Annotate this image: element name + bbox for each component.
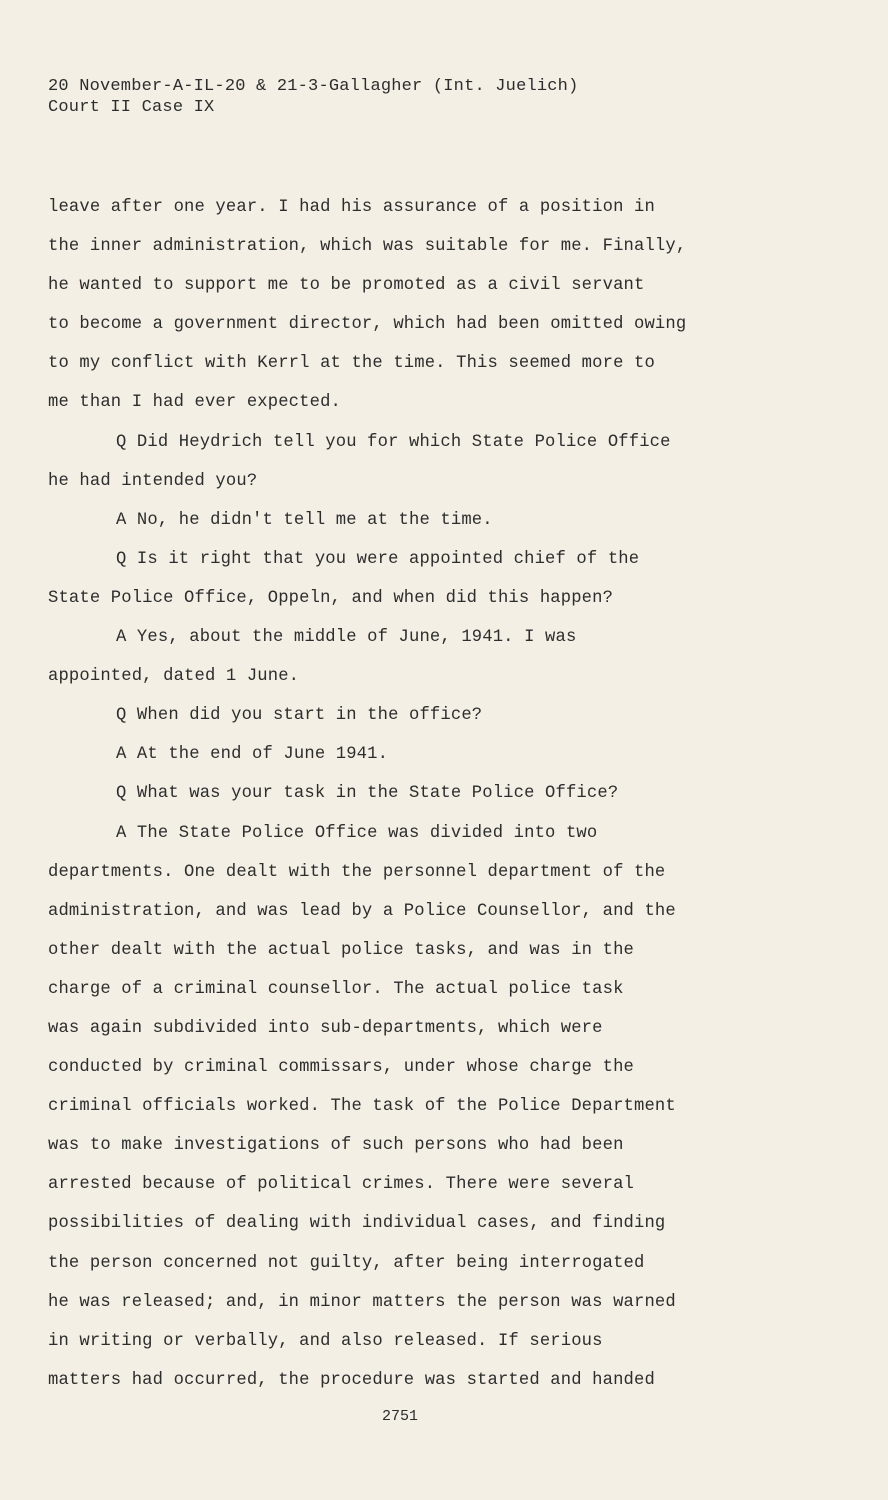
text-line: to my conflict with Kerrl at the time. This seemed more to bbox=[48, 354, 655, 374]
text-line: administration, and was lead by a Police Counsellor, and the bbox=[48, 901, 676, 921]
text-line: he had intended you? bbox=[48, 471, 258, 491]
answer-line: A At the end of June 1941. bbox=[116, 745, 389, 765]
header-line-1: 20 November-A-IL-20 & 21-3-Gallagher (Int. Juelich) bbox=[48, 77, 579, 96]
document-body bbox=[48, 188, 768, 1400]
text-line: me than I had ever expected. bbox=[48, 393, 341, 413]
text-line: he was released; and, in minor matters the person was warned bbox=[48, 1292, 676, 1312]
text-line: possibilities of dealing with individual cases, and finding bbox=[48, 1214, 666, 1234]
text-line: in writing or verbally, and also released. If serious bbox=[48, 1331, 603, 1351]
text-line: was to make investigations of such persons who had been bbox=[48, 1136, 624, 1156]
header-line-2: Court II Case IX bbox=[48, 98, 215, 117]
text-line: departments. One dealt with the personnel department of the bbox=[48, 862, 666, 882]
text-line: leave after one year. I had his assurance of a position in bbox=[48, 198, 655, 217]
page-number: 2751 bbox=[381, 1408, 418, 1425]
text-line: he wanted to support me to be promoted as a civil servant bbox=[48, 276, 645, 296]
answer-line: A The State Police Office was divided into two bbox=[116, 823, 598, 843]
answer-line: A Yes, about the middle of June, 1941. I was bbox=[116, 628, 577, 648]
document-header bbox=[48, 76, 579, 118]
answer-line: A No, he didn't tell me at the time. bbox=[116, 510, 493, 530]
text-line: the person concerned not guilty, after being interrogated bbox=[48, 1253, 645, 1273]
text-line: matters had occurred, the procedure was started and handed bbox=[48, 1370, 655, 1390]
text-line: other dealt with the actual police tasks, and was in the bbox=[48, 940, 634, 960]
text-line: arrested because of political crimes. There were several bbox=[48, 1175, 634, 1195]
question-line: Q Did Heydrich tell you for which State Police Office bbox=[116, 432, 671, 452]
question-line: Q What was your task in the State Police Office? bbox=[116, 784, 619, 804]
text-line: criminal officials worked. The task of the Police Department bbox=[48, 1097, 676, 1117]
question-line: Q Is it right that you were appointed chief of the bbox=[116, 549, 640, 569]
text-line: to become a government director, which had been omitted owing bbox=[48, 315, 687, 335]
text-line: appointed, dated 1 June. bbox=[48, 667, 300, 687]
text-line: conducted by criminal commissars, under whose charge the bbox=[48, 1058, 634, 1078]
question-line: Q When did you start in the office? bbox=[116, 706, 483, 726]
text-line: was again subdivided into sub-departments, which were bbox=[48, 1018, 603, 1038]
text-line: the inner administration, which was suitable for me. Finally, bbox=[48, 237, 687, 257]
text-line: charge of a criminal counsellor. The actual police task bbox=[48, 979, 624, 999]
text-line: State Police Office, Oppeln, and when did this happen? bbox=[48, 588, 614, 608]
